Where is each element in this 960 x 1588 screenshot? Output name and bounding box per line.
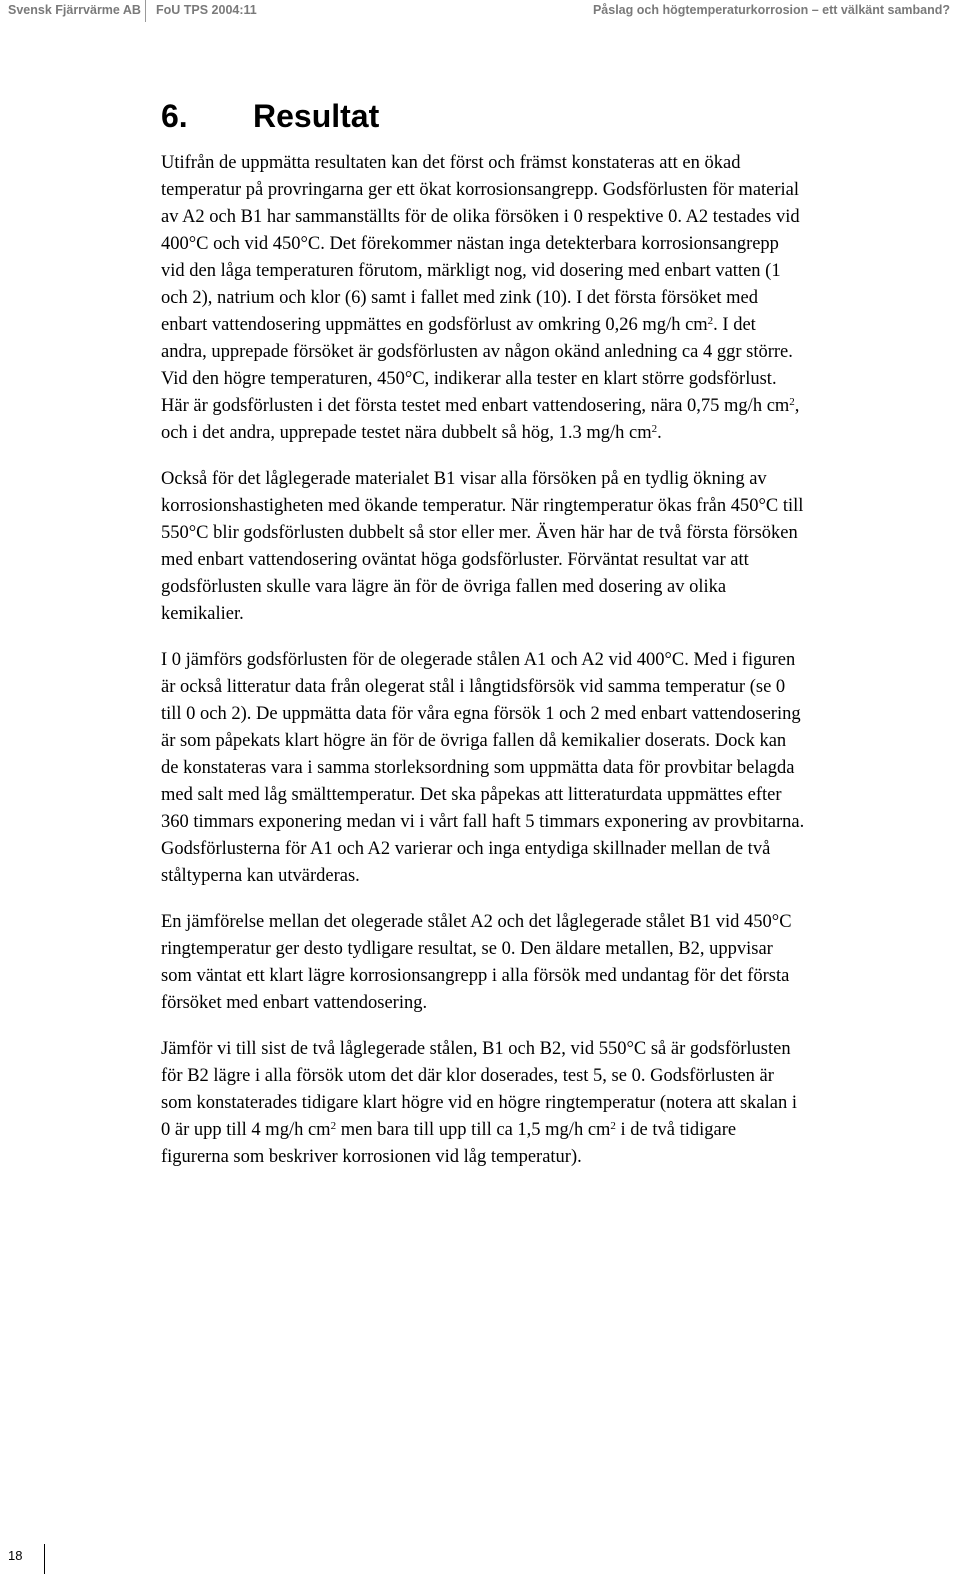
page-number: 18 [8,1548,23,1563]
section-title: Resultat [253,98,380,134]
text-line [161,312,945,339]
paragraph-2 [161,466,945,628]
page-footer [0,1540,960,1580]
text-fragment: i de två tidigare [615,1120,737,1140]
section-number: 6. [161,98,188,134]
text-line [161,1117,945,1144]
text-line: kemikalier. [161,604,244,624]
text-line: korrosionshastigheten med ökande temperatur. När ringtemperatur ökas från 450°C till [161,496,804,516]
paragraph-3 [161,647,945,890]
text-line: Jämför vi till sist de två låglegerade stålen, B1 och B2, vid 550°C så är godsförlusten [161,1039,791,1059]
text-line: som konstaterades tidigare klart högre vid en högre ringtemperatur (notera att skalan i [161,1093,797,1113]
superscript: 2 [789,396,795,408]
superscript: 2 [610,1120,616,1132]
text-fragment: , [794,396,800,416]
text-line: och 2), natrium och klor (6) samt i fallet med zink (10). I det första försöket med [161,288,758,308]
text-fragment: . [657,423,662,443]
text-fragment: och i det andra, upprepade testet nära dubbelt så hög, 1.3 mg/h cm [161,423,652,443]
text-line: ringtemperatur ger desto tydligare resultat, se 0. Den äldare metallen, B2, uppvisar [161,939,773,959]
text-line: godsförlusten skulle vara lägre än för de övriga fallen med dosering av olika [161,577,727,597]
paragraph-1 [161,150,945,447]
text-line: är också litteratur data från olegerat stål i långtidsförsök vid samma temperatur (se 0 [161,677,786,697]
text-line: försöket med enbart vattendosering. [161,993,428,1013]
header-divider [145,0,146,22]
text-line: Också för det låglegerade materialet B1 visar alla försöken på en tydlig ökning av [161,469,767,489]
paragraph-4 [161,909,945,1017]
text-line: 360 timmars exponering medan vi i vårt fall haft 5 timmars exponering av provbitarna. [161,812,805,832]
body-text [161,150,945,1190]
text-line: som väntat ett klart lägre korrosionsangrepp i alla försök med undantag för det första [161,966,790,986]
text-line: med enbart vattendosering oväntat höga godsförluster. Förväntat resultat var att [161,550,749,570]
text-line: för B2 lägre i alla försök utom det där klor doserades, test 5, se 0. Godsförlusten är [161,1066,774,1086]
text-line: de konstateras vara i samma storleksordning som uppmätta data för provbitar belagda [161,758,795,778]
text-line: är som påpekats klart högre än för de övriga fallen då kemikalier doserats. Dock kan [161,731,787,751]
text-line: temperatur på provringarna ger ett ökat korrosionsangrepp. Godsförlusten för material [161,180,800,200]
header-subject: Påslag och högtemperaturkorrosion – ett välkänt samband? [592,3,950,17]
text-line: vid den låga temperaturen förutom, märkligt nog, vid dosering med enbart vatten (1 [161,261,781,281]
footer-divider [44,1544,45,1574]
text-fragment: . I det [713,315,756,335]
text-line: andra, upprepade försöket är godsförlusten av någon okänd anledning ca 4 ggr större. [161,342,793,362]
text-line: Utifrån de uppmätta resultaten kan det först och främst konstateras att en ökad [161,153,741,173]
text-fragment: 0 är upp till 4 mg/h cm [161,1120,331,1140]
page-header [0,0,960,30]
text-line: 550°C blir godsförlusten dubbelt så stor eller mer. Även här har de två första försöken [161,523,798,543]
text-line: ståltyperna kan utvärderas. [161,866,360,886]
text-fragment: Här är godsförlusten i det första testet med enbart vattendosering, nära 0,75 mg/h cm [161,396,790,416]
paragraph-5 [161,1036,945,1171]
text-line: med salt med låg smälttemperatur. Det ska påpekas att litteraturdata uppmättes efter [161,785,782,805]
superscript: 2 [651,423,658,435]
superscript: 2 [330,1120,337,1132]
text-line: figurerna som beskriver korrosionen vid låg temperatur). [161,1147,582,1167]
text-line: Godsförlusterna för A1 och A2 varierar och inga entydiga skillnader mellan de två [161,839,771,859]
text-line [161,420,945,447]
header-company: Svensk Fjärrvärme AB [8,3,141,17]
text-line: En jämförelse mellan det olegerade stålet A2 och det låglegerade stålet B1 vid 450°C [161,912,792,932]
text-line: 400°C och vid 450°C. Det förekommer nästan inga detekterbara korrosionsangrepp [161,234,779,254]
text-line: I 0 jämförs godsförlusten för de olegerade stålen A1 och A2 vid 400°C. Med i figuren [161,650,796,670]
text-line [161,393,945,420]
superscript: 2 [707,315,714,327]
section-heading [161,96,379,136]
text-fragment: enbart vattendosering uppmättes en godsförlust av omkring 0,26 mg/h cm [161,315,708,335]
text-line: Vid den högre temperaturen, 450°C, indikerar alla tester en klart större godsförlust. [161,369,777,389]
text-line: till 0 och 2). De uppmätta data för våra egna försök 1 och 2 med enbart vattendosering [161,704,801,724]
text-fragment: men bara till upp till ca 1,5 mg/h cm [336,1120,611,1140]
text-line: av A2 och B1 har sammanställts för de olika försöken i 0 respektive 0. A2 testades vid [161,207,800,227]
header-report-id: FoU TPS 2004:11 [156,3,257,17]
